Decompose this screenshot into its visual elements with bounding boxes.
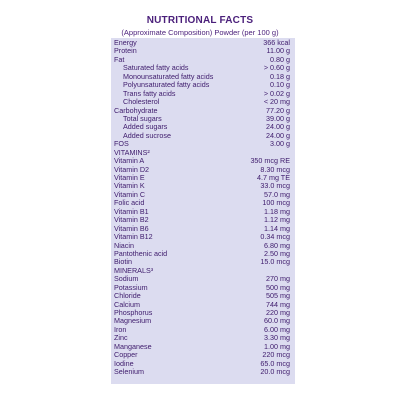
nutrient-value: 1.14 mg [264,223,290,233]
table-row [111,132,295,140]
nutrient-value: 220 mcg [262,350,290,360]
nutrient-value: 24.00 g [266,130,290,140]
nutrient-label: Vitamin K [114,181,145,191]
nutrient-value: 1.00 mg [264,341,290,351]
nutrient-label: Total sugars [123,113,162,123]
nutrient-label: Vitamin A [114,156,145,166]
nutrient-label: Carbohydrate [114,105,158,115]
nutrient-label: Energy [114,38,137,47]
nutrient-label: Fat [114,54,125,64]
page-title: NUTRITIONAL FACTS [146,15,254,26]
nutrient-label: VITAMINS² [114,147,150,157]
nutrient-label: Zinc [114,333,128,343]
nutrient-value: > 0.60 g [263,63,290,73]
nutrient-value: 1.12 mg [264,215,290,225]
nutrient-label: Chloride [114,291,141,301]
nutrient-value: 6.80 mg [264,240,290,250]
nutrient-label: Vitamin B2 [114,215,149,225]
nutrient-value: 500 mg [266,282,290,292]
nutrient-label: Phosphorus [114,308,153,317]
nutrient-value: 60.0 mg [264,316,290,326]
nutrient-value: 0.80 g [270,54,290,64]
nutrient-label: Trans fatty acids [123,88,176,98]
nutrient-value: 100 mcg [262,198,290,208]
nutrient-value: 4.7 mg TE [256,173,290,182]
nutrient-value: 220 mg [266,308,290,317]
nutrient-label: Magnesium [114,316,152,326]
nutrient-label: Vitamin B12 [114,232,153,242]
nutrient-value: 505 mg [266,291,290,301]
nutrient-label: Biotin [114,257,132,267]
nutrient-value: 1.18 mg [264,206,290,216]
nutrient-value: > 0.02 g [263,88,290,98]
nutrient-value: 33.0 mcg [260,181,290,191]
nutrient-label: Saturated fatty acids [123,63,189,73]
table-row [111,368,295,376]
nutrient-value: 3.30 mg [264,333,290,343]
nutrient-label: Added sucrose [123,130,171,140]
nutrient-label: Vitamin D2 [114,164,150,174]
nutrient-label: Niacin [114,240,134,250]
nutrient-label: Iron [114,324,127,334]
nutrient-value: 77.20 g [266,105,290,115]
nutrient-value: 270 mg [266,274,290,284]
nutrient-value: 0.34 mcg [260,232,290,242]
nutrient-value: 57.0 mg [264,189,290,199]
nutrient-label: Monounsaturated fatty acids [123,71,214,81]
nutrient-label: Protein [114,46,137,56]
nutrient-value: 39.00 g [266,113,290,123]
nutrient-label: FOS [114,139,129,149]
nutrient-value: 15.0 mcg [260,257,290,267]
nutrient-label: Cholesterol [123,97,160,107]
table-row [111,47,295,55]
nutrient-value: < 20 mg [263,97,290,107]
nutrient-value: 350 mcg RE [250,156,290,166]
nutrient-label: Manganese [114,341,152,351]
nutrient-value: 20.0 mcg [260,367,290,377]
nutrient-label: Vitamin B1 [114,206,149,216]
nutrient-label: Calcium [114,299,140,309]
nutrient-label: Sodium [114,274,139,284]
nutrient-value: 65.0 mcg [260,358,290,368]
nutrient-value: 744 mg [266,299,290,309]
nutrient-value: 8.30 mcg [260,164,290,174]
nutrient-value: 24.00 g [266,122,290,132]
nutrition-rows [111,39,295,377]
nutrient-value: 366 kcal [263,38,290,47]
nutrient-value: 3.00 g [270,139,290,149]
nutrient-label: Iodine [114,358,134,368]
nutrition-table [111,38,295,384]
nutrient-label: Vitamin B6 [114,223,149,233]
nutrient-label: Selenium [114,367,144,377]
nutrient-value: 11.00 g [266,46,290,56]
nutrient-label: MINERALS³ [114,265,154,275]
nutrient-label: Vitamin C [114,189,146,199]
nutrient-label: Copper [114,350,138,360]
nutrient-label: Folic acid [114,198,145,208]
nutrient-label: Added sugars [123,122,168,132]
nutrient-value: 0.10 g [270,80,290,90]
nutrient-label: Polyunsaturated fatty acids [123,80,210,90]
nutrient-label: Pantothenic acid [114,248,168,258]
nutrient-value: 0.18 g [270,71,290,81]
nutrient-label: Potassium [114,282,148,292]
page-subtitle: (Approximate Composition) Powder (per 100 g) [121,28,279,37]
nutrient-label: Vitamin E [114,173,145,182]
nutrient-value: 6.00 mg [264,324,290,334]
nutrient-value: 2.50 mg [264,248,290,258]
